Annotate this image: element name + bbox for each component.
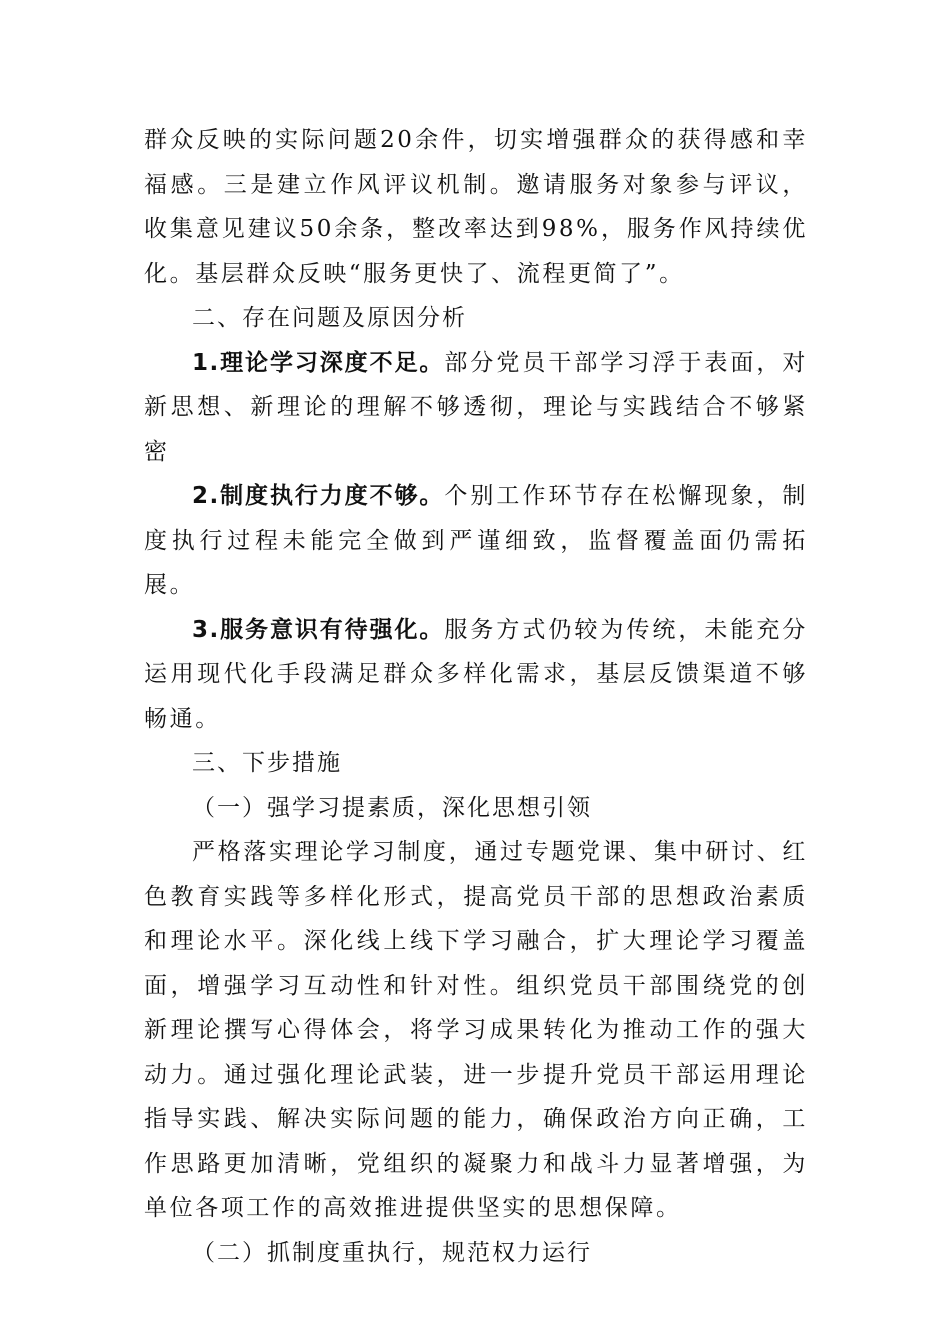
problem-item-3-text: 服务方式仍较为传统，未能充分运用现代化手段满足群众多样化需求，基层反馈渠道不够畅通。 <box>144 616 808 732</box>
problem-item-2-text: 个别工作环节存在松懈现象，制度执行过程未能完全做到严谨细致，监督覆盖面仍需拓展。 <box>144 483 808 598</box>
problem-item-2 <box>144 474 808 608</box>
problem-item-3 <box>144 608 808 742</box>
problem-item-2-title: 2.制度执行力度不够。 <box>192 483 445 509</box>
problem-item-1-title: 1.理论学习深度不足。 <box>192 349 445 376</box>
document-body <box>144 118 808 1275</box>
measure-1-heading: （一）强学习提素质，深化思想引领 <box>192 794 592 821</box>
section-2-heading: 二、存在问题及原因分析 <box>192 305 467 331</box>
problem-item-1-text: 部分党员干部学习浮于表面，对新思想、新理论的理解不够透彻，理论与实践结合不够紧密 <box>144 349 808 465</box>
problem-item-3-title: 3.服务意识有待强化。 <box>192 616 445 643</box>
measure-2-heading: （二）抓制度重执行，规范权力运行 <box>192 1239 592 1266</box>
problem-item-1 <box>144 341 808 475</box>
measure-1-paragraph: 严格落实理论学习制度，通过专题党课、集中研讨、红色教育实践等多样化形式，提高党员干部的思想政治素质和理论水平。深化线上线下学习融合，扩大理论学习覆盖面，增强学习互动性和针对性。组织党员干部围绕党的创新理论撰写心得体会，将学习成果转化为推动工作的强大动力。通过强化理论武装，进一步提升党员干部运用理论指导实践、解决实际问题的能力，确保政治方向正确，工作思路更加清晰，党组织的凝聚力和战斗力显著增强，为单位各项工作的高效推进提供坚实的思想保障。 <box>144 839 808 1221</box>
section-3-heading: 三、下步措施 <box>192 750 342 776</box>
intro-paragraph: 群众反映的实际问题20余件，切实增强群众的获得感和幸福感。三是建立作风评议机制。邀请服务对象参与评议，收集意见建议50余条，整改率达到98%，服务作风持续优化。基层群众反映“服务更快了、流程更简了”。 <box>144 127 808 287</box>
